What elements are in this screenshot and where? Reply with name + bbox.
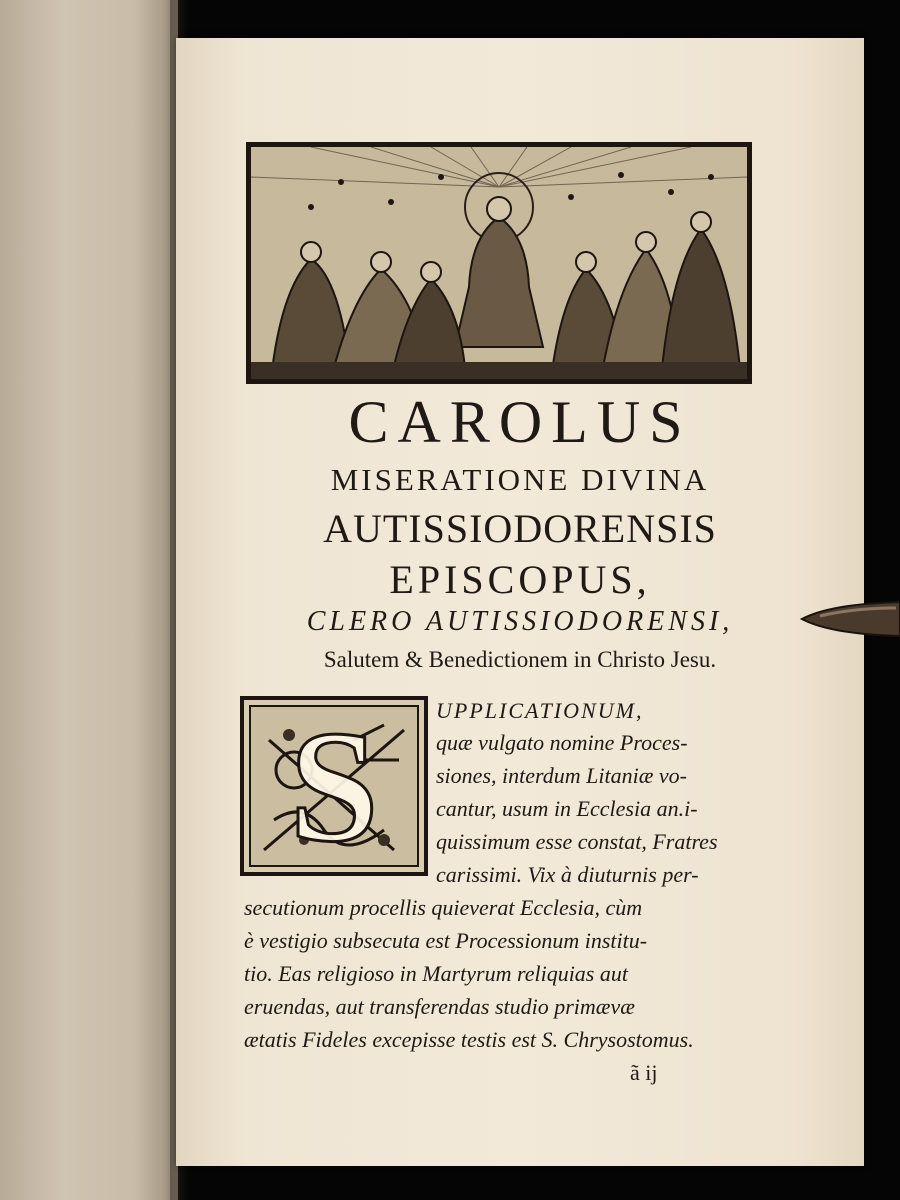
body-line: quæ vulgato nomine Proces- [436, 730, 688, 755]
signature-mark: ã ij [630, 1060, 658, 1085]
decorated-initial [240, 696, 428, 876]
body-line: siones, interdum Litaniæ vo- [436, 763, 687, 788]
body-line: ætatis Fideles excepisse testis est S. Chrysostomus. [244, 1027, 694, 1052]
heading-carolus: CAROLUS [348, 389, 692, 455]
heading-miseratione-divina: MISERATIONE DIVINA [330, 462, 710, 497]
bookmark-pointer [800, 598, 900, 640]
body-line: cantur, usum in Ecclesia an.i- [436, 796, 698, 821]
body-line: è vestigio subsecuta est Processionum institu- [244, 928, 648, 953]
heading-autissiodorensis: AUTISSIODORENSIS [323, 506, 717, 551]
initial-letter: S [289, 697, 379, 875]
left-page [0, 0, 178, 1200]
body-line: eruendas, aut transferendas studio primævæ [244, 994, 635, 1019]
heading-episcopus: EPISCOPUS, [389, 557, 651, 602]
body-line: UPPLICATIONUM, [436, 698, 644, 723]
body-line: quissimum esse constat, Fratres [436, 829, 718, 854]
heading-salutem: Salutem & Benedictionem in Christo Jesu. [323, 647, 717, 672]
heading-clero: CLERO AUTISSIODORENSI, [306, 606, 734, 637]
pentecost-woodcut-illustration [246, 142, 752, 384]
body-line: secutionum procellis quieverat Ecclesia, cùm [244, 895, 643, 920]
body-line: tio. Eas religioso in Martyrum reliquias aut [244, 961, 628, 986]
body-line: carissimi. Vix à diuturnis per- [436, 862, 699, 887]
